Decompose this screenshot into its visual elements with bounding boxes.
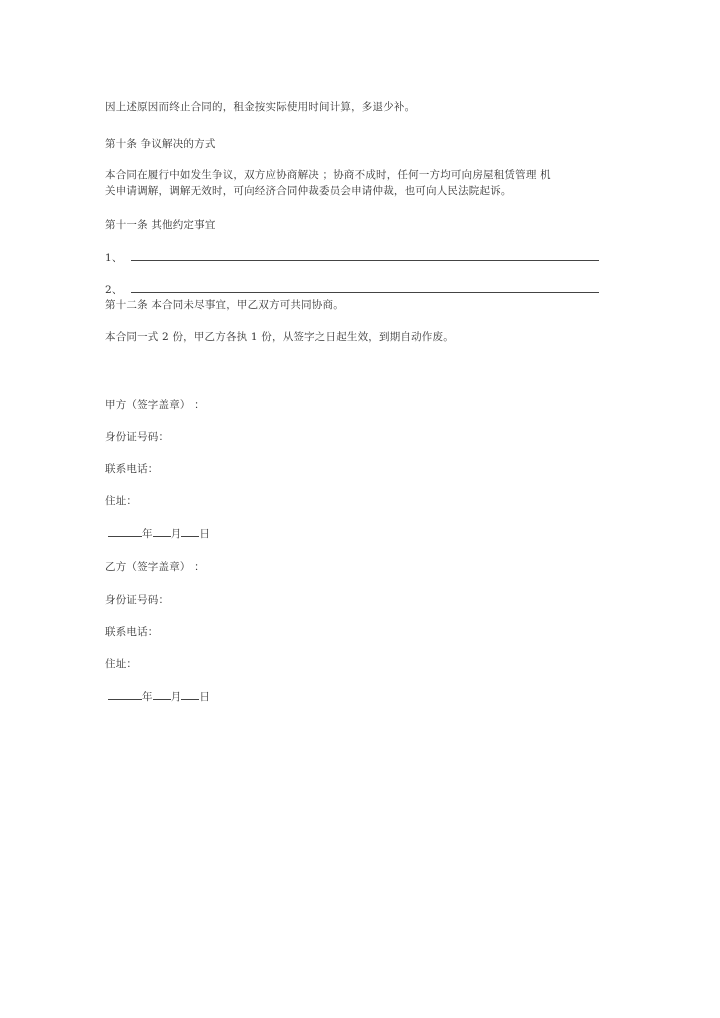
party-a-month-label: 月 (170, 528, 182, 540)
party-b-date (108, 690, 210, 704)
party-b-day-blank (181, 690, 199, 700)
item-2-blank-line (131, 283, 599, 293)
item-1-blank-line (131, 251, 599, 261)
article-10-body-line-1: 本合同在履行中如发生争议，双方应协商解决 ；协商不成时，任何一方均可向房屋租赁管理 机 (105, 169, 551, 181)
party-a-address: 住址： (105, 495, 138, 507)
article-10-title: 第十条 争议解决的方式 (105, 138, 216, 150)
party-b-year-label: 年 (142, 691, 153, 703)
party-a-sign: 甲方（签字盖章） ： (105, 399, 205, 411)
item-1-label: 1、 (105, 252, 123, 264)
party-a-day-blank (181, 527, 199, 537)
party-b-address: 住址： (105, 658, 138, 670)
other-item-2 (105, 283, 599, 297)
party-a-id: 身份证号码： (105, 431, 170, 443)
party-a-day-label: 日 (199, 528, 211, 540)
copies-paragraph: 本合同一式 2 份，甲乙方各执 1 份，从签字之日起生效，到期自动作废。 (105, 331, 454, 343)
article-10-body-line-2: 关申请调解，调解无效时，可向经济合同仲裁委员会申请仲裁，也可向人民法院起诉。 (105, 185, 512, 197)
party-b-day-label: 日 (199, 691, 211, 703)
party-b-year-blank (108, 690, 142, 700)
party-b-sign: 乙方（签字盖章） ： (105, 561, 205, 573)
party-b-id: 身份证号码： (105, 594, 170, 606)
party-b-month-label: 月 (170, 691, 182, 703)
other-item-1 (105, 251, 599, 265)
party-a-year-blank (108, 527, 142, 537)
party-b-month-blank (153, 690, 171, 700)
party-a-phone: 联系电话： (105, 463, 159, 475)
termination-paragraph: 因上述原因而终止合同的，租金按实际使用时间计算，多退少补。 (105, 101, 416, 113)
item-2-label: 2、 (105, 284, 123, 296)
party-a-date (108, 527, 210, 541)
article-12: 第十二条 本合同未尽事宜，甲乙双方可共同协商。 (105, 299, 344, 311)
article-11-title: 第十一条 其他约定事宜 (105, 219, 216, 231)
party-b-phone: 联系电话： (105, 626, 159, 638)
party-a-year-label: 年 (142, 528, 153, 540)
party-a-month-blank (153, 527, 171, 537)
